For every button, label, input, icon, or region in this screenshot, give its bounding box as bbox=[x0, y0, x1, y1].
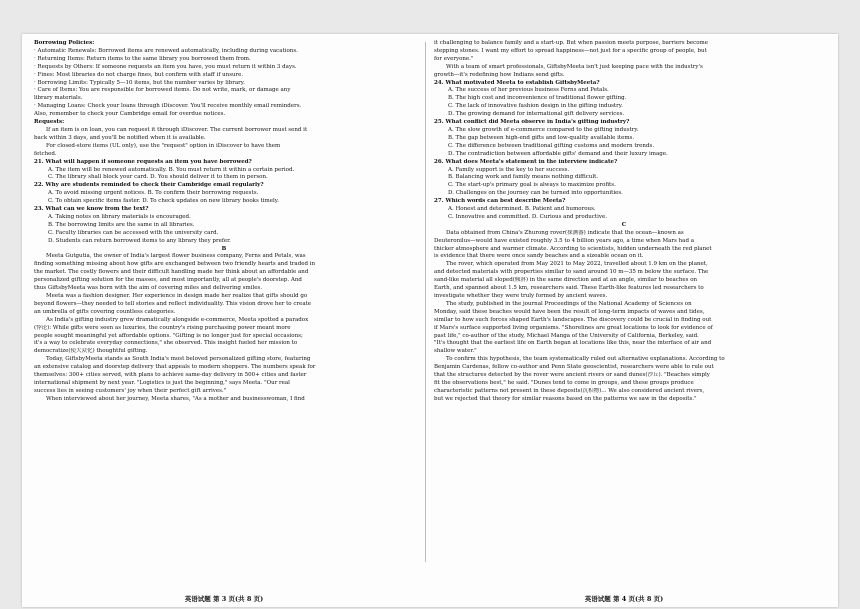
question-line: 25. What conflict did Meeta observe in India's gifting industry? bbox=[434, 119, 630, 126]
option-line: B. The high cost and inconvenience of traditional flower gifting. bbox=[448, 95, 627, 102]
section-heading: Borrowing Policies: bbox=[34, 40, 95, 46]
question-line: 22. Why are students reminded to check their Cambridge email regularly? bbox=[34, 182, 264, 189]
option-line: A. To avoid missing urgent notices. B. To confirm their borrowing requests. bbox=[48, 190, 259, 197]
text-line: characteristic patterns not present in these deposits(沉积物)... We also considered ancient rivers, bbox=[434, 387, 705, 394]
text-line: fit the observations best," he said. "Dunes tend to come in groups, and these groups produce bbox=[434, 379, 694, 386]
text-line: Deuteronilus—would have existed roughly 3.5 to 4 billion years ago, a time when Mars had a bbox=[434, 237, 695, 244]
page-3 bbox=[34, 40, 414, 575]
text-line: for everyone." bbox=[434, 55, 474, 62]
text-line: beyond flowers—they needed to tell stories and reflect individuality. This vision drove her to create bbox=[34, 300, 312, 307]
text-line: if Mars's surface supported living organisms. "Shorelines are great locations to look for evidence of bbox=[434, 324, 713, 331]
text-line: · Managing Loans: Check your loans through iDiscover. You'll receive monthly email reminders. bbox=[34, 103, 302, 110]
passage-label: B bbox=[221, 245, 227, 252]
option-line: C. To obtain specific items faster. D. To check updates on new library books timely. bbox=[48, 198, 279, 205]
option-line: C. Innovative and committed. D. Curious and productive. bbox=[448, 213, 607, 220]
text-line: (悖论): While gifts were seen as luxuries, the country's rising purchasing power meant more bbox=[34, 324, 291, 331]
option-line: B. The gap between high-end gifts and low-quality available items. bbox=[448, 134, 635, 141]
text-line: · Fines: Most libraries do not charge fines, but confirm with staff if unsure. bbox=[34, 71, 244, 78]
text-line: Meeta was a fashion designer. Her experience in design made her realize that gifts should go bbox=[46, 293, 308, 299]
option-line: C. The lack of innovative fashion design in the gifting industry. bbox=[448, 103, 623, 110]
text-line: an umbrella of gifts covering countless categories. bbox=[34, 308, 176, 315]
text-line: people sought meaningful yet affordable options. "Gifting is no longer just for special occasions; bbox=[34, 332, 303, 339]
text-line: When interviewed about her journey, Meeta shares, "As a mother and businesswoman, I find bbox=[46, 395, 305, 402]
option-line: C. The difference between traditional gifting customs and modern trends. bbox=[448, 142, 655, 149]
page-divider bbox=[425, 42, 426, 562]
text-line: Data obtained from China's Zhurong rover(探测器) indicate that the ocean—known as bbox=[446, 229, 684, 236]
text-line: but we rejected that theory for similar reasons based on the patterns we saw in the deposits." bbox=[434, 395, 697, 402]
text-line: To confirm this hypothesis, the team systematically ruled out alternative explanations. According to bbox=[446, 356, 725, 363]
text-line: Today, GiftsbyMeeta stands as South India's most beloved personalized gifting store, featuring bbox=[46, 356, 311, 363]
text-line: For closed-store items (UL only), use the "request" option in iDiscover to have them bbox=[46, 142, 281, 149]
text-line: finding something missing about how gifts are exchanged between two friendly hearts and traded in bbox=[34, 261, 316, 268]
question-line: 23. What can we know from the text? bbox=[34, 206, 149, 213]
text-line: thus GiftsbyMeeta was born with the aim of covering miles and delivering smiles. bbox=[34, 285, 263, 292]
option-line: A. Taking notes on library materials is encouraged. bbox=[48, 213, 191, 220]
option-line: B. The borrowing limits are the same in all libraries. bbox=[48, 221, 195, 228]
option-line: A. Honest and determined. B. Patient and humorous. bbox=[448, 206, 596, 213]
text-line: Meeta Gutgutia, the owner of India's largest flower business company, Ferns and Petals, was bbox=[46, 253, 306, 260]
text-line: shallow water." bbox=[434, 348, 477, 355]
text-line: sand-like material all sloped(倾斜) in the same direction and at an angle, similar to beaches on bbox=[434, 277, 698, 284]
text-line: · Automatic Renewals: Borrowed items are renewed automatically, including during vacations. bbox=[34, 47, 298, 54]
question-line: 21. What will happen if someone requests an item you have borrowed? bbox=[34, 158, 252, 165]
question-line: 26. What does Meeta's statement in the interview indicate? bbox=[434, 158, 618, 165]
text-line: past life," co-author of the study, Michael Manga of the University of California, Berkeley, said. bbox=[434, 332, 699, 339]
option-line: C. The start-up's primary goal is always to maximize profits. bbox=[448, 182, 616, 189]
text-line: · Care of Items: You are responsible for borrowed items. Do not write, mark, or damage any bbox=[34, 87, 291, 94]
text-line: it's a way to celebrate everyday connections," she observed. This insight fueled her mission to bbox=[34, 340, 298, 347]
question-line: 27. Which words can best describe Meeta? bbox=[434, 198, 566, 205]
page-4 bbox=[434, 40, 814, 575]
option-line: A. The slow growth of e-commerce compared to the gifting industry. bbox=[448, 126, 639, 133]
text-line: fetched. bbox=[34, 150, 57, 157]
text-line: international shipment by next year. "Logistics is just the beginning," says Meeta. "Our real bbox=[34, 379, 290, 386]
text-line: The rover, which operated from May 2021 to May 2022, travelled about 1.9 km on the planet, bbox=[446, 261, 708, 268]
text-line: · Requests by Others: If someone requests an item you have, you must return it within 3 days. bbox=[34, 63, 297, 70]
text-line: the market. The costly flowers and their difficult handling made her think about an affordable and bbox=[34, 269, 309, 276]
text-line: library materials. bbox=[34, 95, 83, 102]
text-line: Also, remember to check your Cambridge email for overdue notices. bbox=[34, 111, 226, 118]
passage-label: C bbox=[621, 221, 627, 228]
text-line: success lies in seeing customers' joy when their perfect gift arrives." bbox=[34, 387, 227, 394]
text-line: "It's thought that the earliest life on Earth began at locations like this, near the interface of air and bbox=[434, 340, 712, 347]
text-line: personalized gifting solution for the masses, and most importantly, all at people's doorstep. And bbox=[34, 277, 302, 284]
option-line: D. The contradiction between affordable gifts' demand and their luxury image. bbox=[448, 150, 668, 157]
text-line: Monday, said these beaches would have been the result of long-term impacts of waves and tides, bbox=[434, 308, 705, 315]
text-line: Benjamin Cardenas, fellow co-author and Penn State geoscientist, researchers were able to rule out bbox=[434, 364, 714, 371]
option-line: C. The library shall block your card. D. You should deliver it to them in person. bbox=[48, 174, 268, 181]
text-line: The study, published in the journal Proceedings of the National Academy of Sciences on bbox=[446, 300, 692, 307]
option-line: D. Challenges on the journey can be turned into opportunities. bbox=[448, 190, 623, 197]
text-line: that the structures detected by the rover were ancient rivers or sand dunes(沙丘). "Beaches simply bbox=[434, 372, 710, 379]
text-line: · Returning Items: Return items to the same library you borrowed them from. bbox=[34, 55, 251, 62]
exam-sheet bbox=[22, 34, 838, 607]
text-line: and detected materials with properties similar to sand around 10 m—35 m below the surface. The bbox=[434, 269, 709, 276]
text-line: As India's gifting industry grew dramatically alongside e-commerce, Meeta spotted a paradox bbox=[46, 316, 309, 323]
text-line: similar to how such forces shaped Earth's landscapes. The discovery could be crucial in finding out bbox=[434, 316, 712, 323]
text-line: · Borrowing Limits: Typically 5—10 items, but the number varies by library. bbox=[34, 79, 245, 86]
option-line: A. Family support is the key to her success. bbox=[448, 166, 570, 173]
text-line: With a team of smart professionals, GiftsbyMeeta isn't just keeping pace with the industry's bbox=[446, 63, 703, 70]
page-3-footer: 英语试题 第 3 页(共 8 页) bbox=[184, 595, 264, 603]
option-line: D. The growing demand for international gift delivery services. bbox=[448, 111, 625, 118]
option-line: A. The success of her previous business Ferns and Petals. bbox=[448, 87, 609, 94]
text-line: democratize(使大众化) thoughtful gifting. bbox=[34, 348, 148, 355]
text-line: it challenging to balance family and a start-up. But when passion meets purpose, barriers become bbox=[434, 40, 709, 46]
option-line: C. Faculty libraries can be accessed with the university card. bbox=[48, 229, 219, 236]
text-line: is evidence that there were once sandy beaches and a sizeable ocean on it. bbox=[434, 253, 644, 260]
text-line: back within 3 days, and you'll be notified when it is available. bbox=[34, 134, 206, 141]
section-heading: Requests: bbox=[34, 119, 65, 126]
text-line: stepping stones. I want my effort to spread happiness—not just for a specific group of people, but bbox=[434, 47, 707, 54]
text-line: thicker atmosphere and warmer climate. According to scientists, hidden underneath the red planet bbox=[434, 245, 712, 252]
text-line: an extensive catalog and doorstep delivery that appeals to modern shoppers. The numbers speak for bbox=[34, 364, 316, 371]
page-4-footer: 英语试题 第 4 页(共 8 页) bbox=[584, 595, 664, 603]
option-line: D. Students can return borrowed items to any library they prefer. bbox=[48, 237, 231, 244]
text-line: growth—it's redefining how Indians send gifts. bbox=[434, 71, 565, 78]
question-line: 24. What motivated Meeta to establish GiftsbyMeeta? bbox=[434, 79, 600, 86]
option-line: B. Balancing work and family means nothing difficult. bbox=[448, 174, 599, 181]
text-line: Earth, and spanned about 1.5 km, researchers said. These Earth-like features led researchers to bbox=[434, 285, 704, 292]
text-line: themselves: 300+ cities served, with plans to achieve same-day delivery in 500+ cities and faster bbox=[34, 372, 307, 379]
text-line: investigate whether they were truly formed by ancient waves. bbox=[434, 293, 608, 299]
text-line: If an item is on loan, you can request it through iDiscover. The current borrower must send it bbox=[46, 126, 308, 133]
option-line: A. The item will be renewed automatically. B. You must return it within a certain period. bbox=[48, 166, 295, 173]
